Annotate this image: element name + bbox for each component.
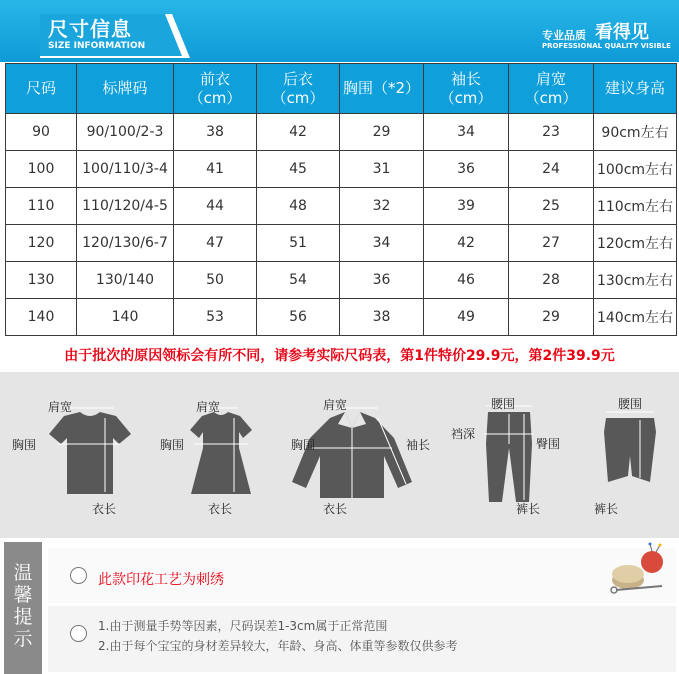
header-shoulder: 肩宽 （cm） xyxy=(509,64,594,114)
tip-embroidery: 此款印花工艺为刺绣 xyxy=(98,572,224,588)
table-row xyxy=(6,114,677,151)
cell-front-length: 53 xyxy=(174,299,257,336)
cell-front-length: 47 xyxy=(174,225,257,262)
cell-size: 100 xyxy=(6,151,77,188)
cell-shoulder: 28 xyxy=(509,262,594,299)
jacket-sleeve-label: 袖长 xyxy=(406,438,431,452)
table-row xyxy=(6,188,677,225)
cell-height: 130cm左右 xyxy=(594,262,677,299)
cell-tag-size: 130/140 xyxy=(77,262,174,299)
cell-back-length: 45 xyxy=(257,151,340,188)
tip-measurement-error: 1.由于测量手势等因素，尺码误差1-3cm属于正常范围 xyxy=(98,619,388,633)
cell-size: 140 xyxy=(6,299,77,336)
pants-rise-label: 裆深 xyxy=(451,427,476,441)
cell-shoulder: 24 xyxy=(509,151,594,188)
cell-chest: 38 xyxy=(340,299,424,336)
cell-tag-size: 120/130/6-7 xyxy=(77,225,174,262)
header-back-length: 后衣 （cm） xyxy=(257,64,340,114)
cell-shoulder: 29 xyxy=(509,299,594,336)
dress-icon xyxy=(190,408,252,494)
jacket-shoulder-label: 肩宽 xyxy=(323,398,348,412)
jacket-icon xyxy=(292,408,412,498)
tshirt-chest-label: 胸围 xyxy=(12,438,37,452)
cell-back-length: 48 xyxy=(257,188,340,225)
cell-back-length: 51 xyxy=(257,225,340,262)
cell-sleeve: 46 xyxy=(424,262,509,299)
table-row xyxy=(6,262,677,299)
size-table xyxy=(5,63,677,336)
dress-chest-label: 胸围 xyxy=(160,438,185,452)
cell-tag-size: 140 xyxy=(77,299,174,336)
cell-size: 120 xyxy=(6,225,77,262)
cell-sleeve: 49 xyxy=(424,299,509,336)
cell-back-length: 56 xyxy=(257,299,340,336)
tip2-radio[interactable] xyxy=(70,625,87,642)
header-subtitle: SIZE INFORMATION xyxy=(48,41,146,51)
cell-height: 120cm左右 xyxy=(594,225,677,262)
batch-notice: 由于批次的原因领标会有所不同，请参考实际尺码表，第1件特价29.9元，第2件39.9元 xyxy=(64,348,615,364)
cell-size: 130 xyxy=(6,262,77,299)
cell-sleeve: 42 xyxy=(424,225,509,262)
tip1-radio[interactable] xyxy=(70,567,87,584)
header-tag-size: 标牌码 xyxy=(77,64,174,114)
dress-shoulder-label: 肩宽 xyxy=(196,400,221,414)
pants-hip-label: 臀围 xyxy=(536,437,561,451)
shorts-icon xyxy=(604,412,656,482)
cell-chest: 29 xyxy=(340,114,424,151)
header-front-length: 前衣 （cm） xyxy=(174,64,257,114)
cell-height: 110cm左右 xyxy=(594,188,677,225)
cell-size: 110 xyxy=(6,188,77,225)
table-row xyxy=(6,151,677,188)
header-size: 尺码 xyxy=(6,64,77,114)
cell-shoulder: 25 xyxy=(509,188,594,225)
pants-icon xyxy=(484,406,534,502)
brand-slogan-small: 专业品质 xyxy=(542,29,586,42)
tshirt-icon xyxy=(49,408,131,494)
cell-back-length: 54 xyxy=(257,262,340,299)
pants-waist-label: 腰围 xyxy=(491,397,516,411)
sewing-kit-icon xyxy=(606,542,672,598)
cell-sleeve: 36 xyxy=(424,151,509,188)
cell-front-length: 38 xyxy=(174,114,257,151)
cell-sleeve: 34 xyxy=(424,114,509,151)
brand-slogan-english: PROFESSIONAL QUALITY VISIBLE xyxy=(542,42,671,50)
jacket-chest-label: 胸围 xyxy=(291,438,316,452)
dress-length-label: 衣长 xyxy=(208,502,233,516)
header-height: 建议身高 xyxy=(594,64,677,114)
cell-tag-size: 100/110/3-4 xyxy=(77,151,174,188)
pants-length-label: 裤长 xyxy=(516,502,541,516)
cell-chest: 36 xyxy=(340,262,424,299)
cell-sleeve: 39 xyxy=(424,188,509,225)
header-title: 尺寸信息 xyxy=(48,17,132,41)
cell-front-length: 44 xyxy=(174,188,257,225)
cell-tag-size: 90/100/2-3 xyxy=(77,114,174,151)
header-chest: 胸围（*2） xyxy=(340,64,424,114)
cell-shoulder: 27 xyxy=(509,225,594,262)
cell-shoulder: 23 xyxy=(509,114,594,151)
brand-slogan-big: 看得见 xyxy=(595,22,649,43)
header-banner xyxy=(0,0,679,62)
cell-height: 140cm左右 xyxy=(594,299,677,336)
cell-chest: 31 xyxy=(340,151,424,188)
tshirt-length-label: 衣长 xyxy=(92,502,117,516)
cell-front-length: 50 xyxy=(174,262,257,299)
tips-side-label: 温 馨 提 示 xyxy=(4,542,42,674)
cell-chest: 34 xyxy=(340,225,424,262)
shorts-waist-label: 腰围 xyxy=(618,397,643,411)
cell-front-length: 41 xyxy=(174,151,257,188)
tips-section xyxy=(0,540,679,674)
measurement-diagram xyxy=(0,372,679,538)
cell-size: 90 xyxy=(6,114,77,151)
cell-back-length: 42 xyxy=(257,114,340,151)
cell-tag-size: 110/120/4-5 xyxy=(77,188,174,225)
tshirt-shoulder-label: 肩宽 xyxy=(48,400,73,414)
jacket-length-label: 衣长 xyxy=(323,502,348,516)
cell-height: 100cm左右 xyxy=(594,151,677,188)
table-row xyxy=(6,225,677,262)
header-sleeve: 袖长 （cm） xyxy=(424,64,509,114)
table-row xyxy=(6,299,677,336)
shorts-length-label: 裤长 xyxy=(594,502,619,516)
cell-chest: 32 xyxy=(340,188,424,225)
tip-body-difference: 2.由于每个宝宝的身材差异较大，年龄、身高、体重等参数仅供参考 xyxy=(98,639,458,653)
table-header-row xyxy=(6,64,677,114)
cell-height: 90cm左右 xyxy=(594,114,677,151)
